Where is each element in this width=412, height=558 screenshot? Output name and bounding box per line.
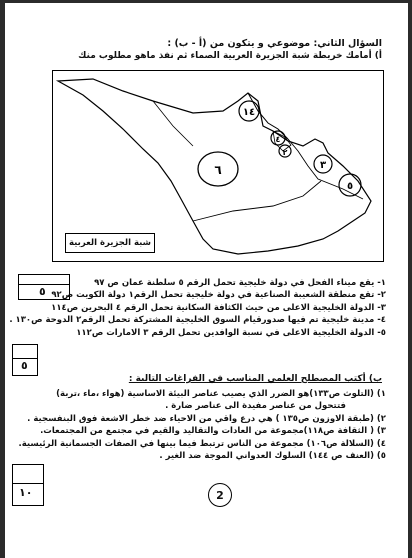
window-frame-top (0, 0, 412, 3)
exam-page (9, 8, 400, 553)
map-caption: شبة الجزيرة العربية (65, 233, 155, 253)
marker-label-4: ٤ (275, 135, 281, 144)
score-box-part-b (12, 464, 44, 506)
arabian-peninsula-map (52, 70, 384, 262)
list-item: ٤) (السلالة ص١٠٦) مجموعة من الناس ترتبط فيما بينها في الصفات الجسمانية الرئيسية. (18, 438, 386, 449)
list-item: ٥) (العنف ص ١٤٤) السلوك العدواني الموجة ضد الغير . (159, 451, 386, 462)
part-b-title: ب) أكتب المصطلح العلمي المناسب في الفراغات التالية : (128, 374, 382, 384)
part-b-list (19, 388, 386, 462)
list-item: ٢) (طبقة الاوزون ص١٣٥ ) هي درع واقي من الاحياء ضد خطر الاشعة فوق البنفسجية . (27, 413, 386, 424)
list-item: فتتحول من عناصر مفيدة الى عناصر ضارة . (165, 401, 346, 412)
list-item: ٥- الدولة الخليجية الاعلى في نسبة الوافدين تحمل الرقم ٣ الامارات ص١١٢ (76, 327, 386, 338)
marker-label-2: ٢ (282, 148, 288, 157)
score-value: ١٠ (19, 486, 33, 499)
list-item: ٣- الدولة الخليجية الاعلى من حيث الكثافة السكانية تحمل الرقم ٤ البحرين ص١١٤ (51, 302, 386, 313)
part-a-instruction: أ) أمامك خريطة شبة الجزيرة العربية الصماء ثم نفذ ماهو مطلوب منك (78, 51, 382, 61)
list-item: ١) (التلوث ص١٣٣)هو الضرر الذي يصيب عناصر البيئة الاساسية (هواء ،ماء ،تربة) (56, 389, 386, 399)
list-item: ٤- مدينة خليجية تم فيها صدورقيام السوق الخليجية المشتركة تحمل الرقم٢ الدوحة ص١٣٠ . (9, 315, 386, 326)
part-a-list (9, 277, 386, 339)
question-title: السؤال الثاني: موضوعي و يتكون من (أ - ب) : (167, 38, 382, 49)
list-item: ٢- تقع منطقة الشعيبة الصناعية في دولة خليجية تحمل الرقم١ دولة الكويت ص٩٢ (51, 290, 386, 301)
marker-label-5: ٥ (346, 181, 354, 192)
window-frame-right (408, 0, 412, 558)
marker-label-3: ٣ (319, 160, 327, 171)
list-item: ٣) ( الثقافة ص١١٨)مجموعة من العادات والتقاليد والقيم في مجتمع من المجتمعات. (40, 426, 386, 437)
score-box-part-a-total (12, 344, 38, 376)
marker-label-6: ٦ (214, 163, 222, 177)
list-item: ١- يقع ميناء الفحل في دولة خليجية تحمل الرقم ٥ سلطنة عمان ص ٩٧ (94, 278, 386, 288)
score-value: ٥ (39, 285, 46, 298)
score-value: ٥ (21, 359, 28, 372)
marker-label-1: ١٤ (242, 107, 256, 118)
page-number: 2 (208, 483, 232, 507)
window-frame-left (0, 0, 5, 558)
